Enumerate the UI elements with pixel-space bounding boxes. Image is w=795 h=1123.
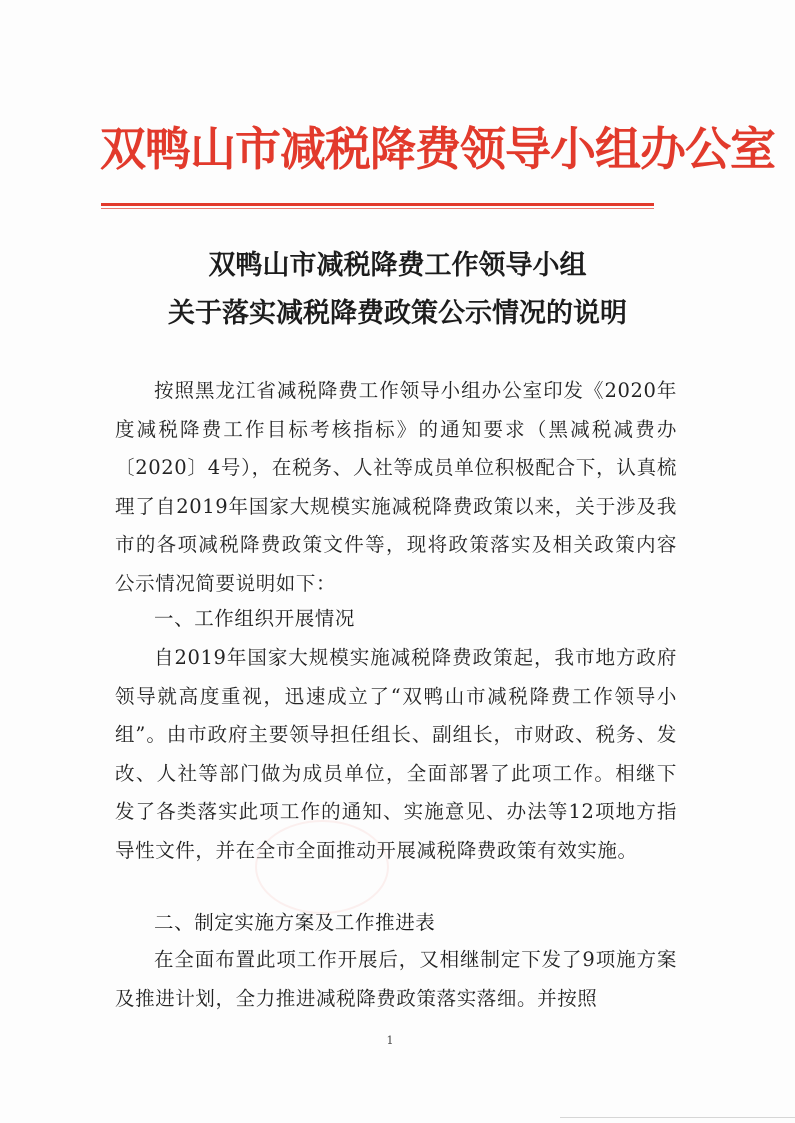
section-2-heading: 二、制定实施方案及工作推进表 (154, 911, 436, 934)
document-title-line-2: 关于落实减税降费政策公示情况的说明 (168, 298, 627, 329)
section-2-heading-block (115, 907, 677, 935)
page-number: 1 (386, 1034, 394, 1047)
document-title-line-1: 双鸭山市减税降费工作领导小组 (208, 250, 587, 281)
section-1-body-block (115, 639, 677, 871)
section-2-paragraph: 在全面布置此项工作开展后，又相继制定下发了9项施方案及推进计划，全力推进减税降费政策落实落细。并按照 (115, 948, 677, 1010)
section-2-body-block (115, 941, 677, 1018)
faded-seal-stamp (255, 820, 389, 914)
intro-paragraph-block (115, 372, 677, 604)
section-1-heading-block (115, 603, 677, 631)
scan-edge-line (560, 1117, 795, 1118)
section-1-heading: 一、工作组织开展情况 (154, 607, 356, 630)
letterhead-red-rule (101, 203, 654, 206)
section-1-paragraph: 自2019年国家大规模实施减税降费政策起，我市地方政府领导就高度重视，迅速成立了“双鸭山市减税降费工作领导小组”。由市政府主要领导担任组长、副组长，市财政、税务、发改、人社等部门做为成员单位，全面部署了此项工作。相继下发了各类落实此项工作的通知、实施意见、办法等12项地方指导性文件，并在全市全面推动开展减税降费政策有效实施。 (115, 646, 677, 862)
letterhead-red-rule-thin (101, 208, 654, 209)
letterhead-title: 双鸭山市减税降费领导小组办公室 (100, 122, 775, 176)
intro-paragraph: 按照黑龙江省减税降费工作领导小组办公室印发《2020年度减税降费工作目标考核指标》的通知要求（黑减税减费办〔2020〕4号），在税务、人社等成员单位积极配合下，认真梳理了自2019年国家大规模实施减税降费政策以来，关于涉及我市的各项减税降费政策文件等，现将政策落实及相关政策内容公示情况简要说明如下： (115, 379, 677, 595)
